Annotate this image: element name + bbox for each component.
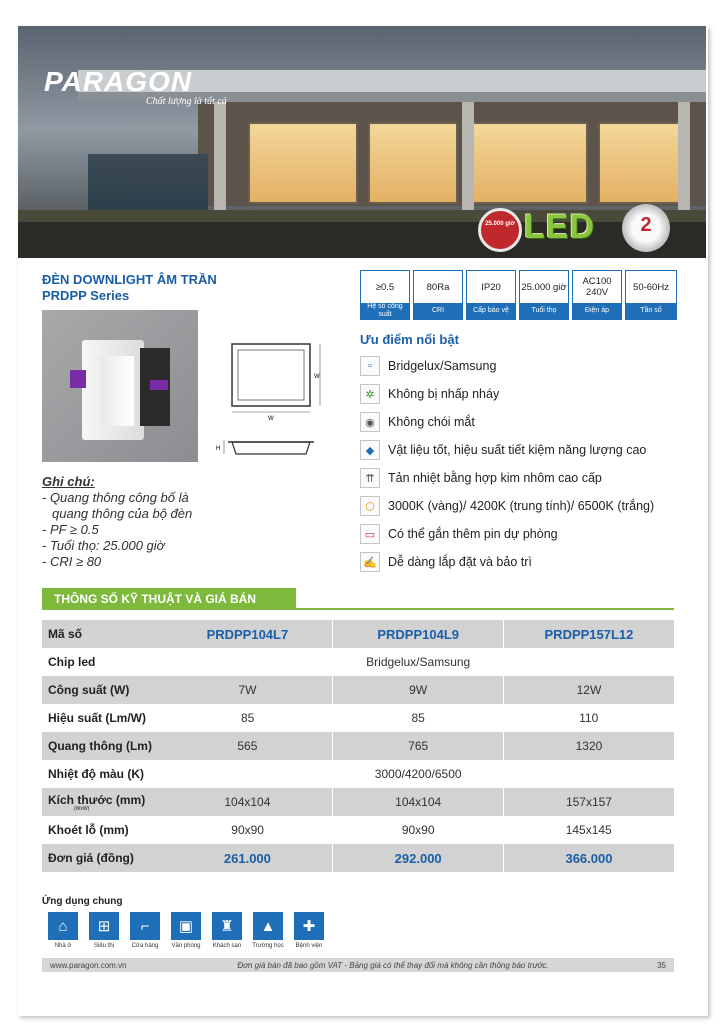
mounting-clip bbox=[150, 380, 168, 390]
shoe-icon: ⌐ bbox=[130, 912, 160, 940]
height-label: H bbox=[216, 446, 221, 452]
table-cell: 765 bbox=[333, 732, 504, 760]
row-label: Chip led bbox=[48, 655, 96, 669]
house-window bbox=[248, 122, 358, 204]
advantage-item bbox=[360, 352, 654, 380]
cart-icon: ⊞ bbox=[89, 912, 119, 940]
downlight-reflector bbox=[100, 356, 134, 426]
application-item bbox=[124, 912, 166, 949]
row-label-sub: (WxW) bbox=[74, 805, 90, 812]
advantages-title: Ưu điểm nổi bật bbox=[360, 332, 459, 347]
spec-value: ≥0.5 bbox=[375, 281, 395, 293]
paragon-logo: PARAGON bbox=[44, 66, 193, 97]
footer bbox=[42, 958, 674, 972]
advantage-text: Tản nhiệt bằng hợp kim nhôm cao cấp bbox=[388, 471, 602, 485]
table-cell: 3000/4200/6500 bbox=[374, 767, 462, 781]
advantages-list bbox=[360, 352, 654, 576]
table-cell: 145x145 bbox=[565, 823, 612, 837]
spec-value: 25.000 giờ bbox=[521, 281, 567, 293]
hospital-icon: ✚ bbox=[294, 912, 324, 940]
page-number: 35 bbox=[657, 960, 666, 970]
row-label: Nhiệt độ màu (K) bbox=[48, 767, 144, 781]
section-header: THÔNG SỐ KỸ THUẬT VÀ GIÁ BÁN bbox=[42, 588, 296, 610]
table-cell: 85 bbox=[411, 711, 425, 725]
house-window bbox=[598, 122, 688, 204]
application-label: Cửa hàng bbox=[131, 943, 159, 949]
notes bbox=[42, 474, 192, 570]
hotel-icon: ♜ bbox=[212, 912, 242, 940]
spec-value: 50-60Hz bbox=[633, 281, 669, 293]
spec-label: Điện áp bbox=[573, 303, 621, 319]
warranty-badge bbox=[622, 204, 670, 252]
table-row bbox=[42, 788, 674, 816]
table-cell: 85 bbox=[240, 711, 255, 725]
battery-icon: ▭ bbox=[360, 524, 380, 544]
table-header-cell: PRDPP104L9 bbox=[333, 620, 504, 648]
row-label: Công suất (W) bbox=[42, 676, 162, 704]
note-line: - PF ≥ 0.5 bbox=[42, 522, 99, 537]
house-icon: ⌂ bbox=[48, 912, 78, 940]
table-header-cell: PRDPP157L12 bbox=[503, 620, 674, 648]
table-cell: 157x157 bbox=[503, 788, 674, 816]
table-header-cell: PRDPP104L7 bbox=[162, 620, 333, 648]
application-label: Văn phòng bbox=[171, 943, 201, 949]
side-view-outline bbox=[232, 442, 310, 454]
applications-title: Ứng dụng chung bbox=[42, 896, 123, 907]
footer-note: Đơn giá bán đã bao gồm VAT - Bảng giá có thể thay đổi mà không cần thông báo trước. bbox=[237, 960, 549, 970]
row-label bbox=[42, 788, 162, 816]
led-logo: LED bbox=[524, 208, 595, 246]
row-label: Đơn giá (đồng) bbox=[42, 844, 162, 872]
notes-heading: Ghi chú: bbox=[42, 474, 95, 489]
ground bbox=[18, 222, 706, 258]
table-row bbox=[42, 816, 674, 844]
advantage-text: 3000K (vàng)/ 4200K (trung tính)/ 6500K (trắng) bbox=[388, 499, 655, 513]
table-row bbox=[42, 620, 674, 648]
chip-icon: ▫ bbox=[360, 356, 380, 376]
application-label: Bệnh viện bbox=[295, 943, 323, 949]
advantage-text: Có thể gắn thêm pin dự phòng bbox=[388, 527, 558, 541]
top-view-inner bbox=[238, 350, 304, 400]
row-label: Hiệu suất (Lm/W) bbox=[48, 711, 146, 725]
product-photo bbox=[42, 310, 198, 462]
table-cell: 7W bbox=[162, 676, 333, 704]
row-label: Quang thông (Lm) bbox=[42, 732, 162, 760]
heat-sink-icon: ⇈ bbox=[360, 468, 380, 488]
application-label: Nhà ở bbox=[54, 943, 72, 949]
row-label-text: Kích thước (mm) bbox=[48, 792, 146, 807]
application-item bbox=[165, 912, 207, 949]
table-row bbox=[42, 648, 674, 676]
tools-icon: ✍ bbox=[360, 552, 380, 572]
product-series: PRDPP Series bbox=[42, 288, 130, 303]
color-temp-icon: ⬡ bbox=[360, 496, 380, 516]
width-label-side: W bbox=[314, 374, 320, 380]
price-cell: 366.000 bbox=[503, 844, 674, 872]
school-icon: ▲ bbox=[253, 912, 283, 940]
application-label: Khách sạn bbox=[212, 943, 242, 949]
application-label: Siêu thị bbox=[93, 943, 114, 949]
table-cell: Bridgelux/Samsung bbox=[366, 655, 471, 669]
table-row bbox=[42, 676, 674, 704]
product-title-line1: ĐÈN DOWNLIGHT ÂM TRẦN bbox=[42, 272, 217, 287]
table-cell: 104x104 bbox=[162, 788, 333, 816]
application-item bbox=[206, 912, 248, 949]
table-cell: 1320 bbox=[503, 732, 674, 760]
product-title bbox=[42, 272, 217, 304]
top-view-outline bbox=[232, 344, 310, 406]
application-item bbox=[288, 912, 330, 949]
advantage-text: Bridgelux/Samsung bbox=[388, 359, 497, 373]
row-label: Khoét lỗ (mm) bbox=[48, 823, 129, 837]
advantage-text: Dễ dàng lắp đặt và bảo trì bbox=[388, 555, 532, 569]
office-icon: ▣ bbox=[171, 912, 201, 940]
table-cell: 104x104 bbox=[333, 788, 504, 816]
table-row bbox=[42, 760, 674, 788]
spec-box bbox=[519, 270, 569, 320]
section-divider bbox=[42, 608, 674, 610]
footer-url[interactable]: www.paragon.com.vn bbox=[50, 960, 127, 970]
hero-image bbox=[18, 26, 706, 258]
spec-label: CRI bbox=[414, 303, 462, 319]
spec-value: AC100 240V bbox=[582, 276, 612, 298]
spec-label: Hệ số công suất bbox=[361, 303, 409, 319]
table-row bbox=[42, 732, 674, 760]
dimension-drawing bbox=[214, 336, 334, 466]
spec-box bbox=[360, 270, 410, 320]
advantage-item bbox=[360, 380, 654, 408]
table-header-cell: Mã số bbox=[42, 620, 162, 648]
brand-slogan: Chất lượng là tất cả bbox=[146, 96, 227, 107]
spec-boxes bbox=[360, 270, 680, 320]
table-cell: 12W bbox=[503, 676, 674, 704]
spec-price-table bbox=[42, 620, 674, 872]
table-cell: 565 bbox=[162, 732, 333, 760]
house-window bbox=[368, 122, 458, 204]
application-item bbox=[83, 912, 125, 949]
spec-box bbox=[413, 270, 463, 320]
advantage-text: Không chói mắt bbox=[388, 415, 475, 429]
note-line: quang thông của bộ đèn bbox=[52, 506, 193, 521]
application-item bbox=[42, 912, 84, 949]
mounting-clip bbox=[70, 370, 86, 388]
note-line: - Tuổi thọ: 25.000 giờ bbox=[42, 538, 165, 553]
advantage-item bbox=[360, 408, 654, 436]
advantage-item bbox=[360, 548, 654, 576]
table-row bbox=[42, 704, 674, 732]
application-item bbox=[247, 912, 289, 949]
table-cell: 90x90 bbox=[231, 823, 264, 837]
note-line: - CRI ≥ 80 bbox=[42, 554, 102, 569]
note-line: - Quang thông công bố là bbox=[42, 490, 189, 505]
pool bbox=[88, 154, 208, 214]
application-label: Trường học bbox=[252, 943, 284, 949]
spec-value: 80Ra bbox=[426, 281, 450, 293]
spec-box bbox=[466, 270, 516, 320]
table-cell: 110 bbox=[579, 711, 599, 725]
applications-list bbox=[42, 912, 329, 949]
table-cell: 90x90 bbox=[401, 823, 435, 837]
price-cell: 292.000 bbox=[333, 844, 504, 872]
advantage-text: Vật liệu tốt, hiệu suất tiết kiệm năng lượng cao bbox=[388, 443, 647, 457]
eye-icon: ◉ bbox=[360, 412, 380, 432]
diamond-icon: ◆ bbox=[360, 440, 380, 460]
advantage-text: Không bị nhấp nháy bbox=[388, 387, 500, 401]
lifetime-badge bbox=[478, 208, 522, 252]
spec-label: Tuổi thọ bbox=[520, 303, 568, 319]
spec-box bbox=[625, 270, 677, 320]
spec-label: Cấp bảo vệ bbox=[467, 303, 515, 319]
spec-label: Tần số bbox=[626, 303, 676, 319]
advantage-item bbox=[360, 520, 654, 548]
advantage-item bbox=[360, 492, 654, 520]
advantage-item bbox=[360, 436, 654, 464]
warranty-years: 2 bbox=[640, 214, 652, 236]
width-label-bottom: W bbox=[268, 416, 274, 422]
spec-box bbox=[572, 270, 622, 320]
house-window bbox=[468, 122, 588, 204]
table-row bbox=[42, 844, 674, 872]
table-cell: 9W bbox=[333, 676, 504, 704]
advantage-item bbox=[360, 464, 654, 492]
no-flicker-icon: ✲ bbox=[360, 384, 380, 404]
spec-value: IP20 bbox=[481, 281, 501, 293]
price-cell: 261.000 bbox=[162, 844, 333, 872]
lifetime-badge-text: 25.000 giờ bbox=[485, 221, 515, 227]
